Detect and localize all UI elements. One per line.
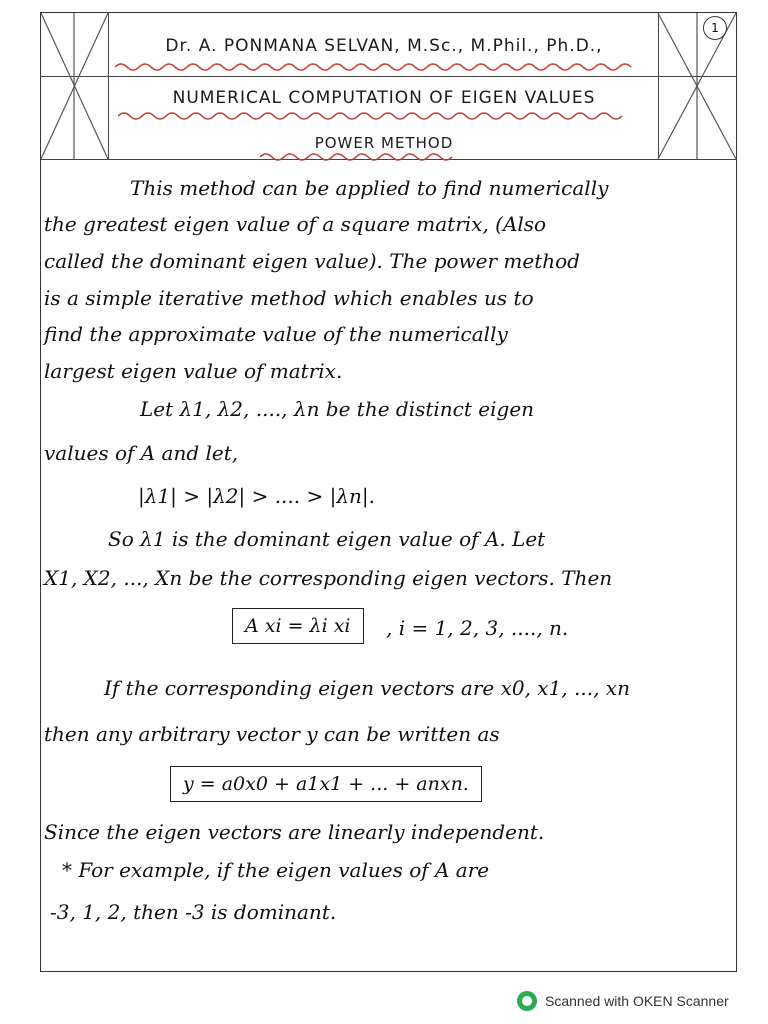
eigen-equation-box: A xi = λi xi <box>232 608 364 644</box>
body-line-7: Let λ1, λ2, ...., λn be the distinct eigen <box>140 397 535 421</box>
body-line-5: find the approximate value of the numerically <box>44 322 508 346</box>
topic-underline <box>260 152 455 162</box>
page-number-badge: 1 <box>703 16 727 40</box>
oken-logo-icon <box>517 991 537 1011</box>
body-line-1: This method can be applied to find numerically <box>130 176 609 200</box>
scanner-watermark <box>517 990 729 1012</box>
body-line-16: -3, 1, 2, then -3 is dominant. <box>50 900 337 924</box>
vector-expansion-box: y = a0x0 + a1x1 + ... + anxn. <box>170 766 482 802</box>
body-line-2: the greatest eigen value of a square matrix, (Also <box>44 212 547 236</box>
body-line-11: X1, X2, ..., Xn be the corresponding eigen vectors. Then <box>44 566 613 590</box>
example-line: * For example, if the eigen values of A are <box>62 858 490 882</box>
eigen-equation-range: , i = 1, 2, 3, ...., n. <box>386 616 569 640</box>
inequality-line: |λ1| > |λ2| > .... > |λn|. <box>138 484 375 508</box>
body-line-13: then any arbitrary vector y can be written as <box>44 722 500 746</box>
author-underline <box>115 62 640 72</box>
author-heading: Dr. A. PONMANA SELVAN, M.Sc., M.Phil., Ph.D., <box>165 36 603 56</box>
subject-heading: NUMERICAL COMPUTATION OF EIGEN VALUES <box>172 88 596 108</box>
body-line-3: called the dominant eigen value). The power method <box>44 249 580 273</box>
body-line-12: If the corresponding eigen vectors are x0, x1, ..., xn <box>104 676 630 700</box>
subject-underline <box>118 111 628 121</box>
body-line-8: values of A and let, <box>44 441 239 465</box>
topic-heading: POWER METHOD <box>314 134 454 152</box>
body-line-14: Since the eigen vectors are linearly independent. <box>44 820 545 844</box>
body-line-6: largest eigen value of matrix. <box>44 359 343 383</box>
scanner-label: Scanned with OKEN Scanner <box>545 993 729 1009</box>
body-line-10: So λ1 is the dominant eigen value of A. Let <box>108 527 546 551</box>
body-line-4: is a simple iterative method which enables us to <box>44 286 534 310</box>
